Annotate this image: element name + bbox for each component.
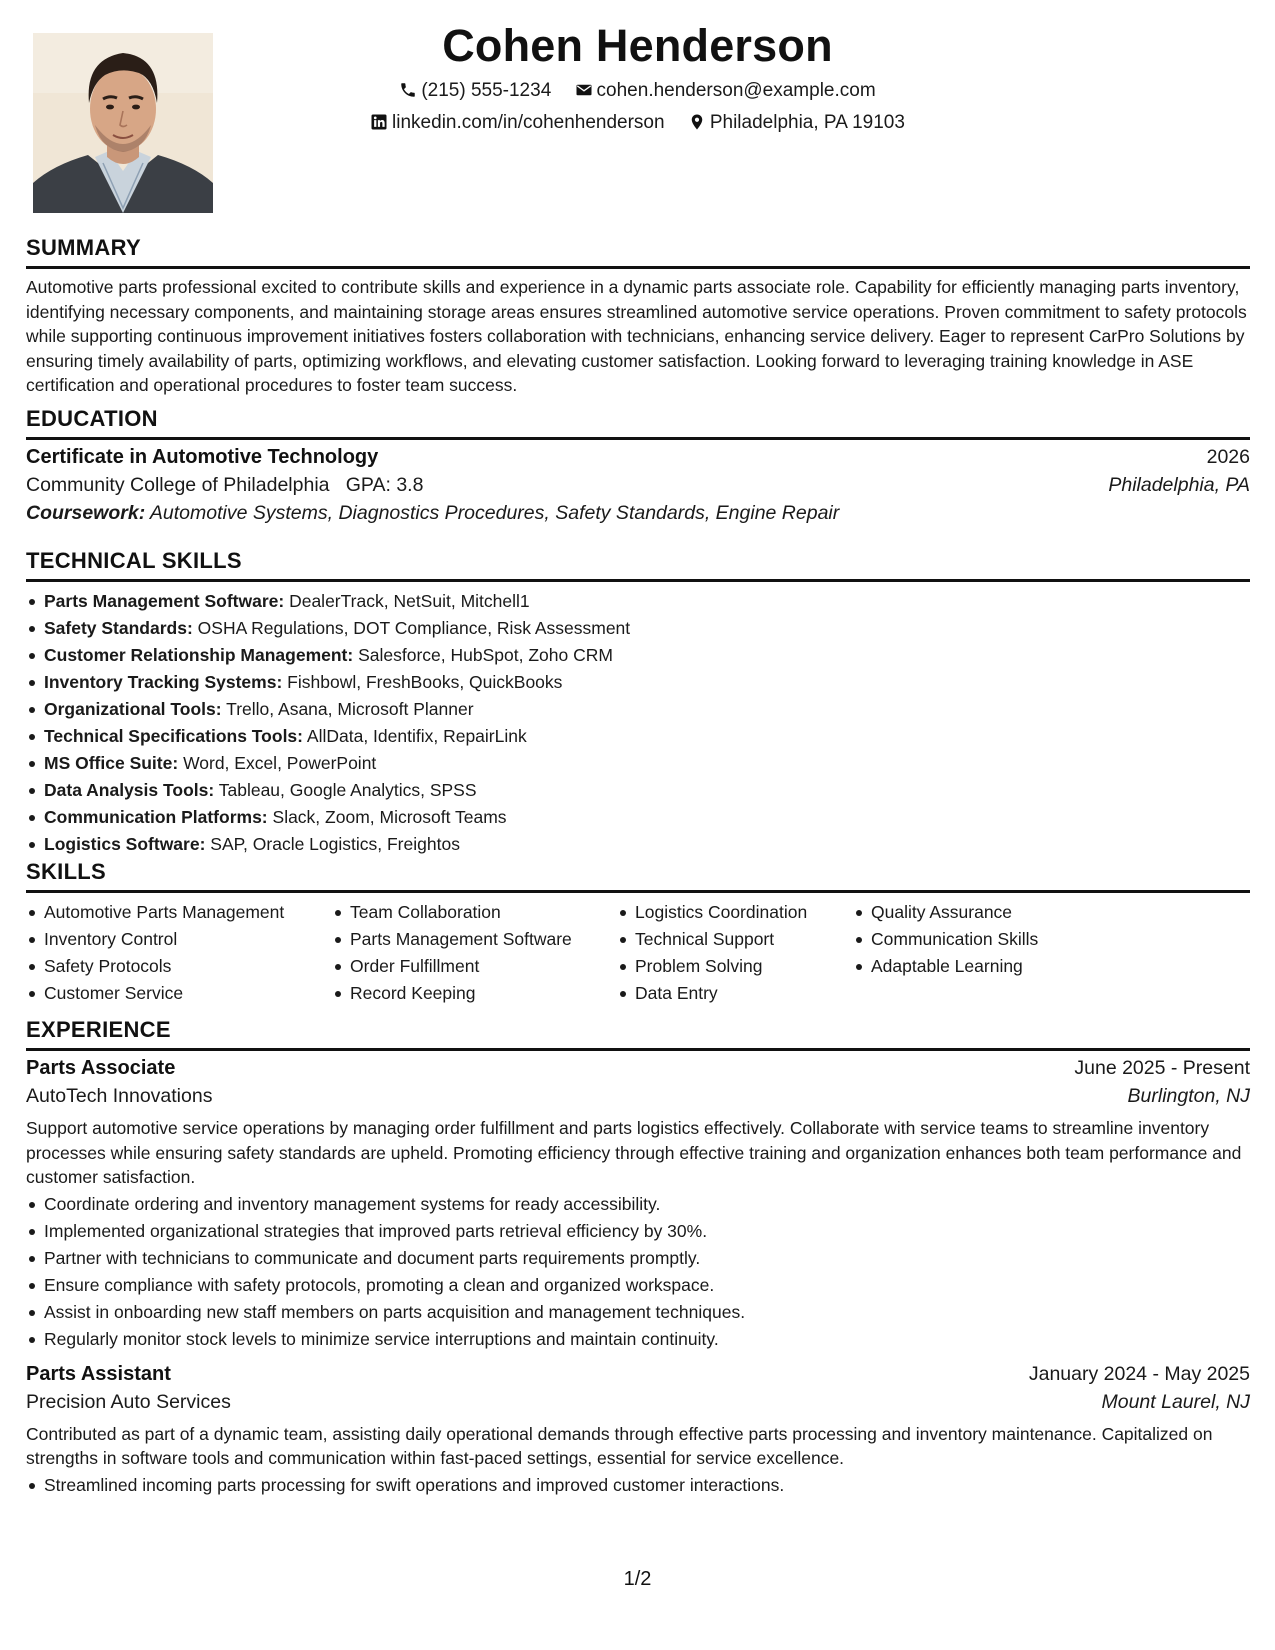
- skill-label: Technical Specifications Tools:: [44, 726, 303, 746]
- section-divider: [26, 1048, 1250, 1051]
- job-location: Mount Laurel, NJ: [1101, 1390, 1250, 1413]
- section-title-experience: EXPERIENCE: [26, 1017, 171, 1042]
- skills-columns: [26, 899, 1250, 1007]
- job-title-row: [26, 1363, 1250, 1386]
- skills-column-3: [617, 899, 853, 1007]
- list-item: Streamlined incoming parts processing for swift operations and improved customer interactions.: [44, 1472, 1250, 1499]
- skill-value: SAP, Oracle Logistics, Freightos: [210, 834, 460, 854]
- degree-name: Certificate in Automotive Technology: [26, 446, 379, 468]
- job-summary: Support automotive service operations by managing order fulfillment and parts logistics effectively. Collaborate with service teams to streamline inventory processes while ensuring safety standards are upheld. Promoting efficiency through effective training and organization enhances both team performance and customer satisfaction.: [26, 1118, 1242, 1188]
- list-item: Problem Solving: [635, 953, 853, 980]
- skill-value: AllData, Identifix, RepairLink: [306, 726, 527, 746]
- email-text: cohen.henderson@example.com: [596, 80, 876, 101]
- summary-section: [26, 235, 1250, 398]
- skill-value: Slack, Zoom, Microsoft Teams: [272, 807, 507, 827]
- school-name: Community College of Philadelphia: [26, 474, 330, 496]
- list-item: [44, 750, 1250, 777]
- skill-label: Inventory Tracking Systems:: [44, 672, 283, 692]
- coursework-label: Coursework:: [26, 502, 146, 524]
- skill-value: Fishbowl, FreshBooks, QuickBooks: [287, 672, 563, 692]
- job-bullets: [26, 1191, 1250, 1353]
- list-item: [44, 669, 1250, 696]
- skill-value: Word, Excel, PowerPoint: [183, 753, 377, 773]
- skill-value: Tableau, Google Analytics, SPSS: [218, 780, 477, 800]
- list-item: Assist in onboarding new staff members on parts acquisition and management techniques.: [44, 1299, 1250, 1326]
- list-item: Record Keeping: [350, 980, 617, 1007]
- job-dates: January 2024 - May 2025: [1028, 1362, 1250, 1385]
- section-divider: [26, 890, 1250, 893]
- phone-icon: [399, 81, 417, 99]
- summary-text: Automotive parts professional excited to contribute skills and experience in a dynamic parts associate role. Capability for efficiently managing parts inventory, identifying necessary components, and maintaining storage areas ensures streamlined automotive service operations. Proven commitment to safety protocols while supporting continuous improvement initiatives fosters collaboration with technicians, enhancing service delivery. Eager to represent CarPro Solutions by ensuring timely availability of parts, optimizing workflows, and elevating customer satisfaction. Looking forward to leveraging training knowledge in ASE certification and operational procedures to foster team success.: [26, 277, 1247, 396]
- job-company-row: [26, 1085, 1250, 1108]
- list-item: Order Fulfillment: [350, 953, 617, 980]
- list-item: [44, 831, 1250, 858]
- list-item: [44, 777, 1250, 804]
- skill-label: Organizational Tools:: [44, 699, 222, 719]
- location-text: Philadelphia, PA 19103: [709, 112, 905, 133]
- list-item: Technical Support: [635, 926, 853, 953]
- education-row-2: [26, 474, 1250, 497]
- job-role: Parts Associate: [26, 1057, 176, 1079]
- skill-label: Safety Standards:: [44, 618, 193, 638]
- job-company-row: [26, 1391, 1250, 1414]
- skills-section: [26, 859, 1250, 1007]
- list-item: [44, 804, 1250, 831]
- job-location: Burlington, NJ: [1127, 1085, 1250, 1107]
- list-item: Logistics Coordination: [635, 899, 853, 926]
- section-title-skills: SKILLS: [26, 859, 107, 884]
- list-item: Partner with technicians to communicate and document parts requirements promptly.: [44, 1245, 1250, 1272]
- contact-email[interactable]: [575, 80, 876, 102]
- skill-value: OSHA Regulations, DOT Compliance, Risk Assessment: [197, 618, 631, 638]
- list-item: Communication Skills: [871, 926, 1121, 953]
- skill-label: Customer Relationship Management:: [44, 645, 354, 665]
- list-item: Team Collaboration: [350, 899, 617, 926]
- list-item: [44, 615, 1250, 642]
- skill-label: Logistics Software:: [44, 834, 206, 854]
- list-item: [44, 588, 1250, 615]
- candidate-name: Cohen Henderson: [442, 20, 833, 71]
- coursework-line: [26, 502, 1250, 525]
- graduation-year: 2026: [1206, 446, 1250, 468]
- skills-column-4: [853, 899, 1121, 1007]
- job-company: AutoTech Innovations: [26, 1085, 213, 1107]
- skill-value: Trello, Asana, Microsoft Planner: [226, 699, 474, 719]
- linkedin-icon: [370, 113, 388, 131]
- skill-value: Salesforce, HubSpot, Zoho CRM: [358, 645, 613, 665]
- linkedin-text: linkedin.com/in/cohenhenderson: [392, 112, 665, 133]
- section-divider: [26, 579, 1250, 582]
- gpa: GPA: 3.8: [345, 474, 424, 496]
- education-section: [26, 406, 1250, 525]
- skill-value: DealerTrack, NetSuit, Mitchell1: [289, 591, 530, 611]
- phone-text: (215) 555-1234: [421, 80, 552, 101]
- job-entry: [26, 1057, 1250, 1353]
- job-title-row: [26, 1057, 1250, 1080]
- section-title-education: EDUCATION: [26, 406, 158, 431]
- list-item: Adaptable Learning: [871, 953, 1121, 980]
- list-item: Quality Assurance: [871, 899, 1121, 926]
- job-company: Precision Auto Services: [26, 1390, 231, 1413]
- skill-label: MS Office Suite:: [44, 753, 179, 773]
- job-role: Parts Assistant: [26, 1362, 171, 1385]
- envelope-icon: [575, 81, 593, 99]
- page-number: 1/2: [623, 1568, 652, 1590]
- list-item: Implemented organizational strategies that improved parts retrieval efficiency by 30%.: [44, 1218, 1250, 1245]
- list-item: Regularly monitor stock levels to minimize service interruptions and maintain continuity.: [44, 1326, 1250, 1353]
- list-item: Coordinate ordering and inventory management systems for ready accessibility.: [44, 1191, 1250, 1218]
- contact-line-2: [0, 112, 1275, 134]
- section-title-technical-skills: TECHNICAL SKILLS: [26, 548, 242, 573]
- skill-label: Communication Platforms:: [44, 807, 268, 827]
- job-entry: [26, 1363, 1250, 1499]
- technical-skills-list: [26, 588, 1250, 858]
- list-item: [44, 642, 1250, 669]
- job-dates: June 2025 - Present: [1074, 1057, 1250, 1079]
- contact-phone[interactable]: [399, 80, 551, 102]
- school-location: Philadelphia, PA: [1108, 474, 1250, 496]
- job-bullets: [26, 1472, 1250, 1499]
- list-item: Ensure compliance with safety protocols, promoting a clean and organized workspace.: [44, 1272, 1250, 1299]
- section-divider: [26, 437, 1250, 440]
- list-item: Parts Management Software: [350, 926, 617, 953]
- coursework-list: Automotive Systems, Diagnostics Procedures, Safety Standards, Engine Repair: [149, 502, 840, 524]
- skills-column-2: [332, 899, 617, 1007]
- section-title-summary: SUMMARY: [26, 235, 141, 260]
- experience-section: [26, 1017, 1250, 1499]
- job-summary: Contributed as part of a dynamic team, assisting daily operational demands through effective parts processing and inventory maintenance. Capitalized on strengths in software tools and communication within fast-paced settings, essential for service excellence.: [26, 1423, 1213, 1469]
- skill-label: Data Analysis Tools:: [44, 780, 215, 800]
- list-item: Data Entry: [635, 980, 853, 1007]
- skills-column-1: [26, 899, 332, 1007]
- contact-line-1: [0, 80, 1275, 102]
- map-pin-icon: [688, 113, 706, 131]
- list-item: Inventory Control: [44, 926, 332, 953]
- contact-location: [688, 112, 905, 134]
- list-item: Safety Protocols: [44, 953, 332, 980]
- list-item: Automotive Parts Management: [44, 899, 332, 926]
- education-row-1: [26, 446, 1250, 469]
- list-item: Customer Service: [44, 980, 332, 1007]
- list-item: [44, 696, 1250, 723]
- school-line: [26, 474, 423, 497]
- section-divider: [26, 266, 1250, 269]
- list-item: [44, 723, 1250, 750]
- contact-linkedin[interactable]: [370, 112, 665, 134]
- skill-label: Parts Management Software:: [44, 591, 285, 611]
- technical-skills-section: [26, 548, 1250, 858]
